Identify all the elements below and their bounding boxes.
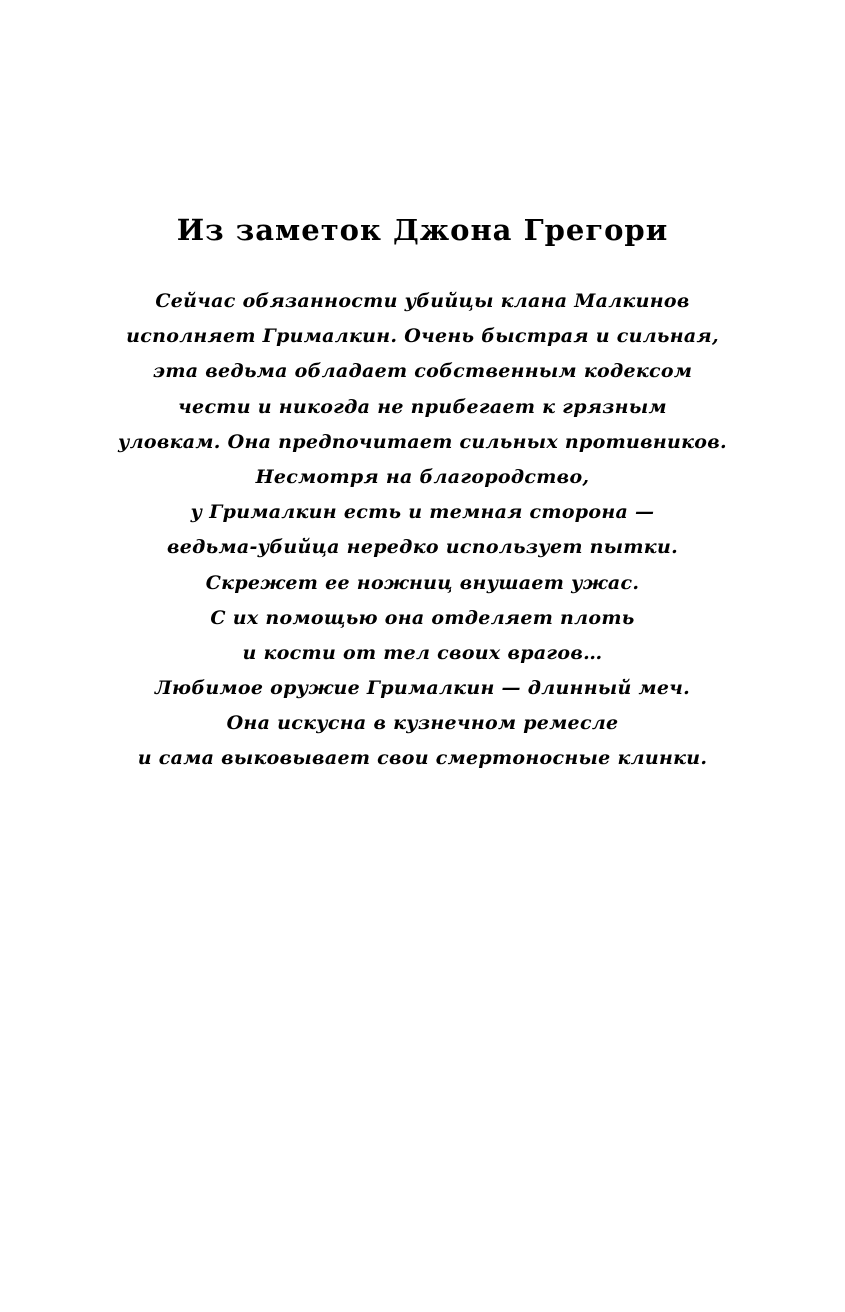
text-line: эта ведьма обладает собственным кодексом (152, 360, 693, 383)
text-line: ведьма-убийца нередко использует пытки. (167, 536, 678, 559)
body-text (0, 284, 845, 777)
text-line: у Грималкин есть и темная сторона — (190, 501, 655, 524)
text-line: Любимое оружие Грималкин — длинный меч. (154, 677, 691, 700)
text-line: чести и никогда не прибегает к грязным (178, 395, 667, 418)
text-line: Скрежет ее ножниц внушает ужас. (205, 571, 640, 594)
text-line: и кости от тел своих врагов… (242, 641, 603, 664)
text-line: уловкам. Она предпочитает сильных противников. (118, 430, 727, 453)
text-line: исполняет Грималкин. Очень быстрая и сильная, (126, 325, 719, 348)
page-title: Из заметок Джона Грегори (176, 213, 669, 247)
text-line: Она искусна в кузнечном ремесле (226, 712, 619, 735)
text-line: и сама выковывает свои смертоносные клинки. (137, 747, 708, 770)
text-line: Сейчас обязанности убийцы клана Малкинов (155, 290, 690, 312)
text-line: Несмотря на благородство, (255, 465, 590, 488)
text-line: С их помощью она отделяет плоть (210, 606, 635, 629)
